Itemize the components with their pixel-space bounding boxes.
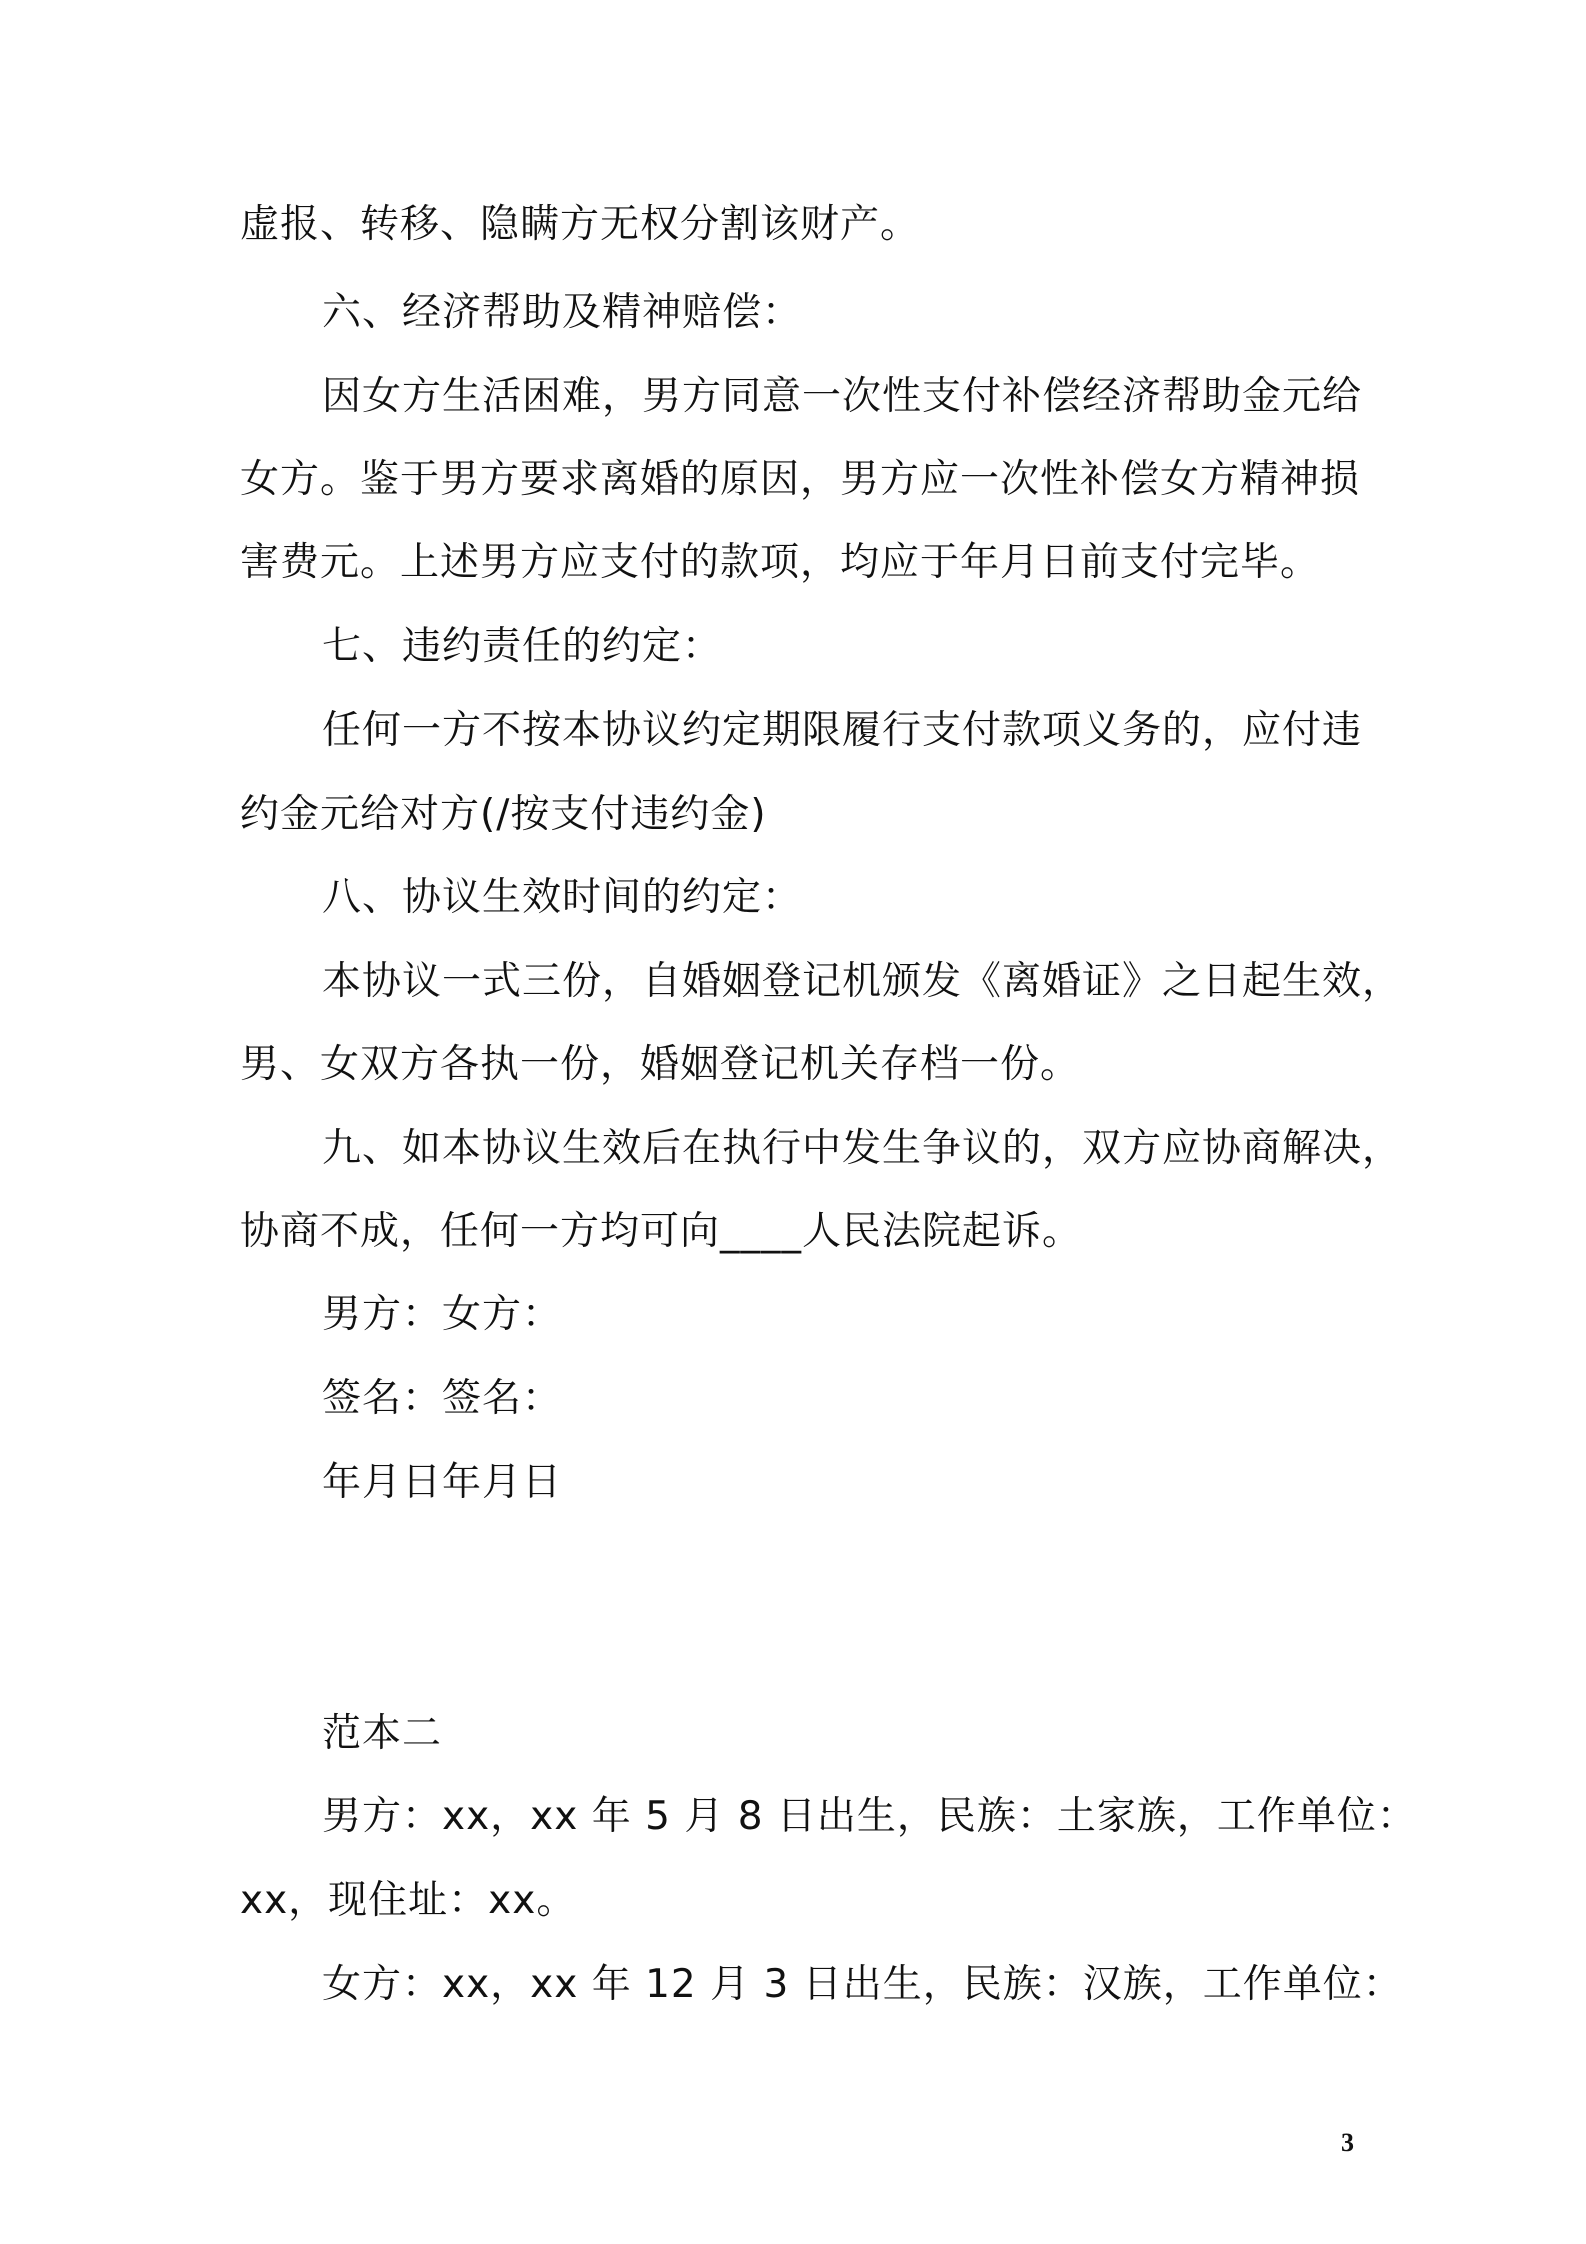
paragraph-line: xx，现住址：xx。: [240, 1878, 577, 1923]
paragraph-line: 男方：xx，xx 年 5 月 8 日出生，民族：土家族，工作单位：: [322, 1794, 1417, 1839]
paragraph-line: 女方：xx，xx 年 12 月 3 日出生，民族：汉族，工作单位：: [322, 1962, 1403, 2007]
paragraph-line: 任何一方不按本协议约定期限履行支付款项义务的，应付违: [322, 708, 1363, 753]
section-heading-seven: 七、违约责任的约定：: [322, 624, 723, 669]
paragraph-line: 本协议一式三份，自婚姻登记机颁发《离婚证》之日起生效，: [322, 959, 1403, 1004]
date-labels: 年月日年月日: [322, 1460, 563, 1505]
party-labels: 男方：女方：: [322, 1292, 563, 1337]
paragraph-line: 约金元给对方(/按支付违约金): [240, 792, 767, 837]
section-heading-six: 六、经济帮助及精神赔偿：: [322, 290, 803, 335]
template-title: 范本二: [322, 1711, 443, 1756]
paragraph-line: 虚报、转移、隐瞒方无权分割该财产。: [240, 202, 921, 247]
paragraph-line: 害费元。上述男方应支付的款项，均应于年月日前支付完毕。: [240, 540, 1321, 585]
section-heading-nine: 九、如本协议生效后在执行中发生争议的，双方应协商解决，: [322, 1126, 1403, 1171]
paragraph-line: 协商不成，任何一方均可向____人民法院起诉。: [240, 1209, 1083, 1254]
signature-labels: 签名：签名：: [322, 1376, 563, 1421]
paragraph-line: 因女方生活困难，男方同意一次性支付补偿经济帮助金元给: [322, 374, 1363, 419]
paragraph-line: 女方。鉴于男方要求离婚的原因，男方应一次性补偿女方精神损: [240, 457, 1361, 502]
paragraph-line: 男、女双方各执一份，婚姻登记机关存档一份。: [240, 1042, 1081, 1087]
section-heading-eight: 八、协议生效时间的约定：: [322, 875, 803, 920]
page-number: 3: [1341, 2128, 1354, 2157]
